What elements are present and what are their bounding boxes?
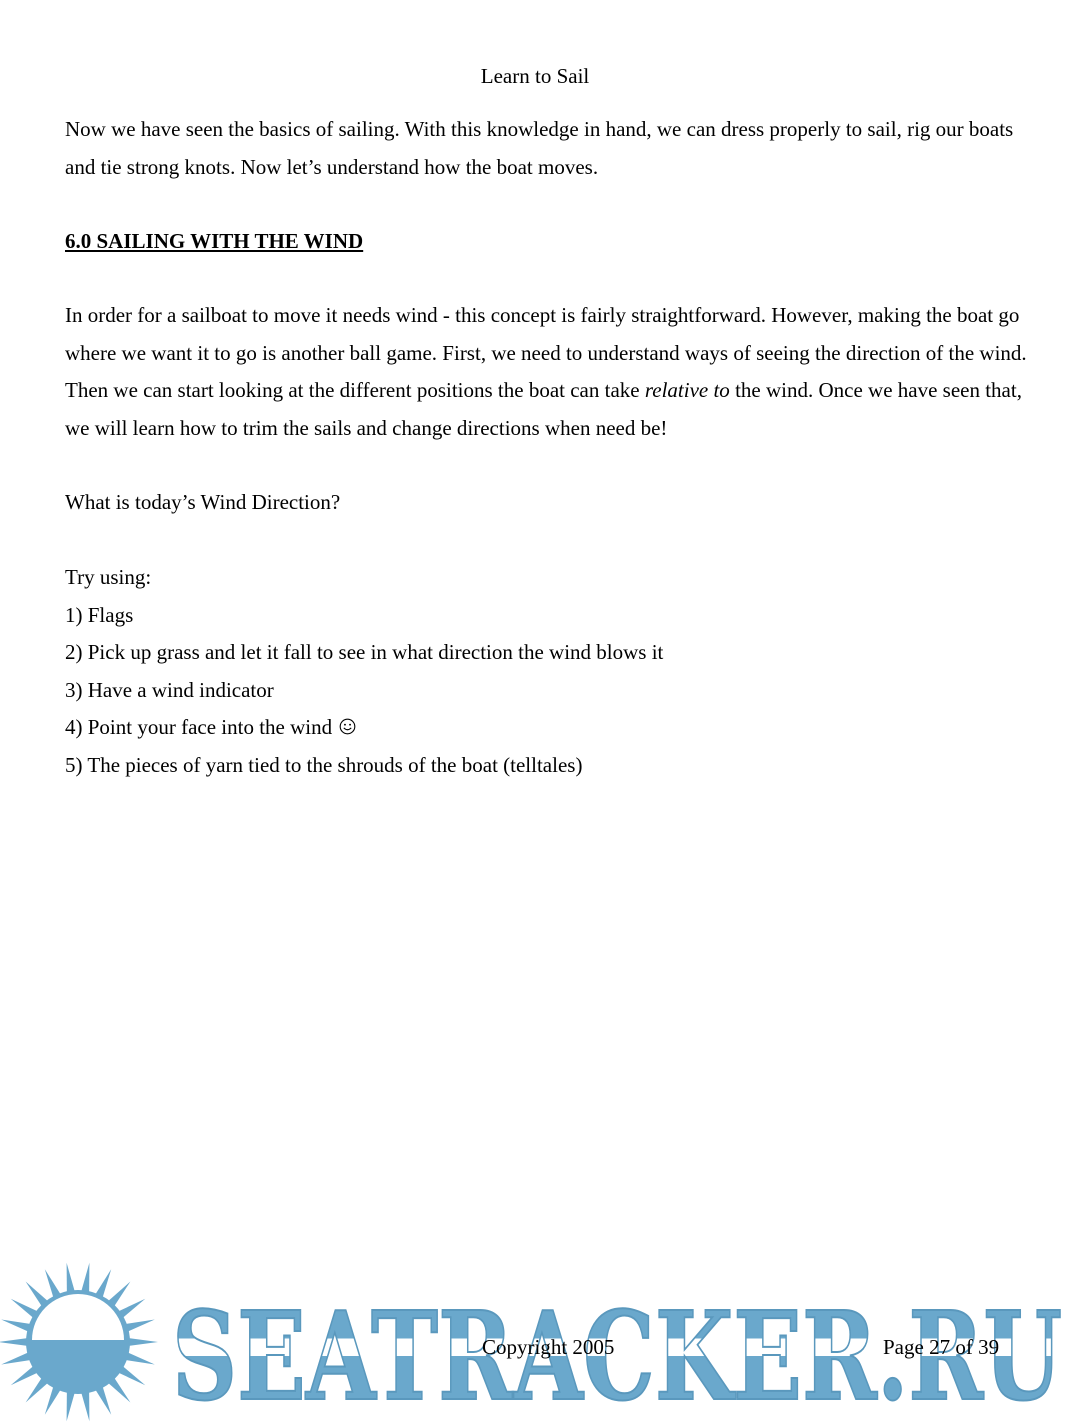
paragraph-text-2: the wind. Once we have seen that, we will learn how to trim the sails and change directions when need be! bbox=[65, 378, 1022, 440]
page-header: Learn to Sail bbox=[480, 64, 590, 88]
section-paragraph bbox=[65, 297, 1035, 447]
sun-icon bbox=[0, 1263, 158, 1421]
list-item: 5) The pieces of yarn tied to the shrouds of the boat (telltales) bbox=[65, 752, 583, 777]
list-item: 1) Flags bbox=[65, 602, 134, 627]
try-list bbox=[65, 559, 1035, 784]
list-item: 3) Have a wind indicator bbox=[65, 677, 274, 702]
try-label: Try using: bbox=[65, 565, 152, 589]
smiley-icon bbox=[339, 718, 356, 735]
list-item bbox=[65, 709, 1035, 747]
sun-ray bbox=[126, 1338, 158, 1347]
list-item: 2) Pick up grass and let it fall to see in what direction the wind blows it bbox=[65, 640, 664, 664]
intro-paragraph: Now we have seen the basics of sailing. With this knowledge in hand, we can dress properly to sail, rig our boats and tie strong knots. Now let’s understand how the boat moves. bbox=[65, 117, 1014, 179]
section-heading: 6.0 SAILING WITH THE WIND bbox=[65, 229, 364, 253]
wind-question: What is today’s Wind Direction? bbox=[65, 490, 341, 514]
list-item-text: 4) Point your face into the wind bbox=[65, 715, 333, 739]
paragraph-text-1: In order for a sailboat to move it needs wind - this concept is fairly straightforward. However, making the boat go where we want it to go is another ball game. First, we need to understand ways of seeing the direction of the wind. Then we can start looking at the different positions the boat can take bbox=[65, 303, 1027, 402]
watermark-text: SEATRACKER.RU bbox=[172, 1284, 1062, 1425]
footer-page-number: Page 27 of 39 bbox=[883, 1335, 1000, 1359]
sun-ray bbox=[0, 1338, 30, 1347]
paragraph-italic: relative to bbox=[644, 378, 730, 402]
footer-copyright: Copyright 2005 bbox=[482, 1335, 615, 1359]
